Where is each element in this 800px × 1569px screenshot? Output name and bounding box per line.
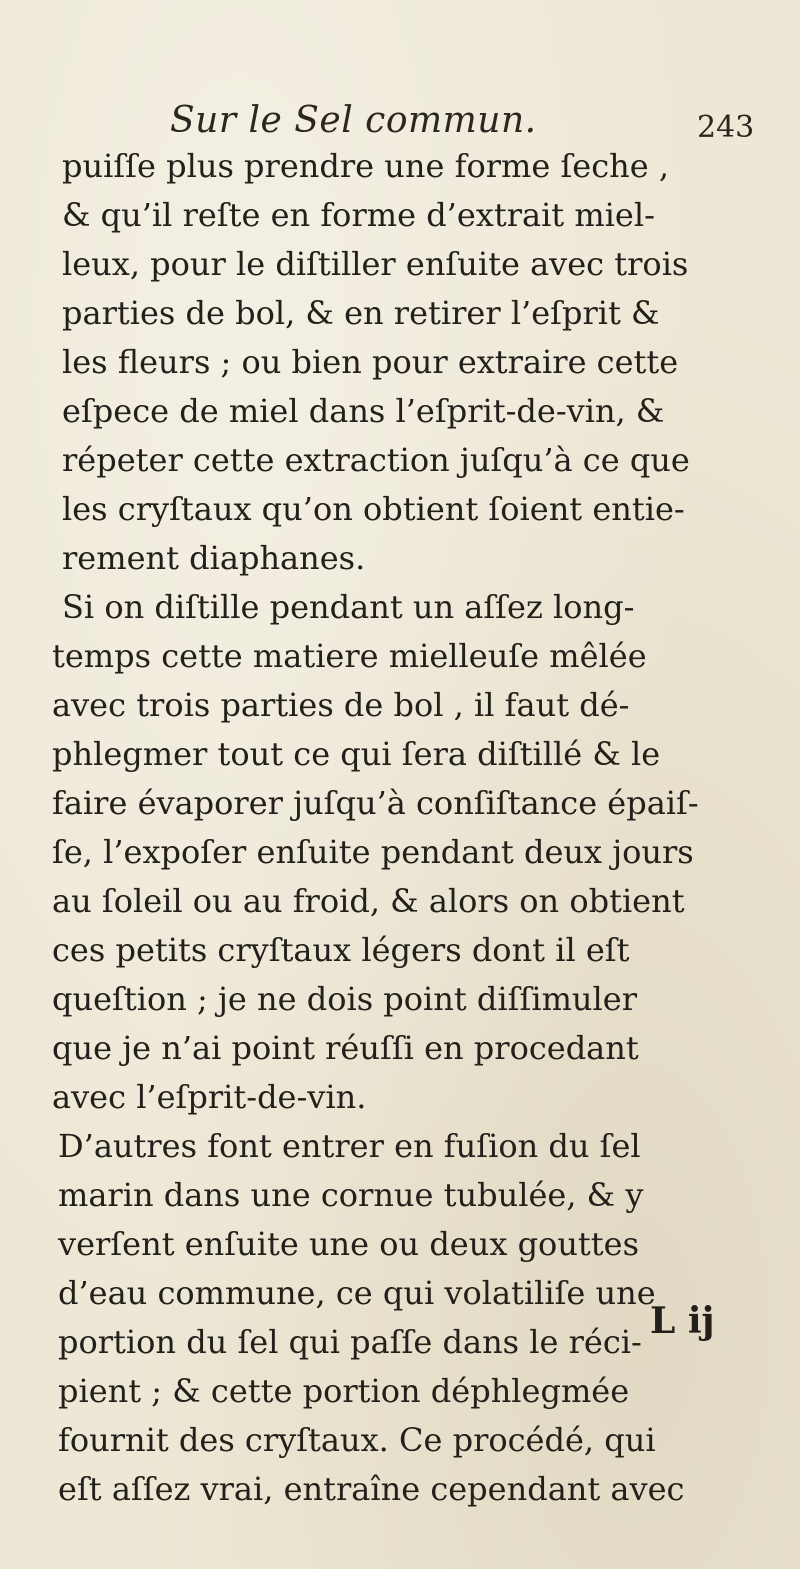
page-footer (0, 1300, 800, 1350)
text-line: marin dans une cornue tubulée, & y (58, 1176, 644, 1214)
text-line: avec trois parties de bol , il faut dé- (52, 686, 630, 724)
text-line: répeter cette extraction juſqu’à ce que (62, 441, 690, 479)
text-line: phlegmer tout ce qui ſera diſtillé & le (52, 735, 661, 773)
text-line: eſpece de miel dans l’eſprit-de-vin, & (62, 392, 665, 430)
text-line: verſent enſuite une ou deux gouttes (58, 1225, 639, 1263)
text-line: temps cette matiere mielleuſe mêlée (52, 637, 647, 675)
text-line: eſt aſſez vrai, entraîne cependant avec (58, 1470, 685, 1508)
text-line: ſe, l’expoſer enſuite pendant deux jours (52, 833, 694, 871)
text-line: fournit des cryſtaux. Ce procédé, qui (58, 1421, 656, 1459)
text-line: queſtion ; je ne dois point diſſimuler (52, 980, 637, 1018)
text-line: que je n’ai point réuſſi en procedant (52, 1029, 639, 1067)
text-line: les cryſtaux qu’on obtient ſoient entie- (62, 490, 685, 528)
text-line: rement diaphanes. (62, 539, 366, 577)
page-number: 243 (697, 110, 755, 145)
text-line: pient ; & cette portion déphlegmée (58, 1372, 630, 1410)
text-line: & qu’il reſte en forme d’extrait miel- (62, 196, 655, 234)
text-line: au ſoleil ou au froid, & alors on obtient (52, 882, 685, 920)
text-line: Si on diſtille pendant un aſſez long- (62, 588, 635, 626)
text-line: d’eau commune, ce qui volatiliſe une (58, 1274, 656, 1312)
signature-mark: L ij (650, 1300, 715, 1342)
text-line: les fleurs ; ou bien pour extraire cette (62, 343, 679, 381)
text-line: portion du ſel qui paſſe dans le réci- (58, 1323, 642, 1361)
text-line: parties de bol, & en retirer l’eſprit & (62, 294, 660, 332)
text-line: leux, pour le diſtiller enſuite avec trois (62, 245, 689, 283)
text-line: avec l’eſprit-de-vin. (52, 1078, 367, 1116)
text-line: ces petits cryſtaux légers dont il eſt (52, 931, 630, 969)
text-line: D’autres font entrer en fuſion du ſel (58, 1127, 641, 1165)
text-line: faire évaporer juſqu’à conſiſtance épaiſ- (52, 784, 699, 822)
running-title: Sur le Sel commun. (170, 100, 537, 141)
text-line: puiſſe plus prendre une forme ſeche , (62, 147, 670, 185)
